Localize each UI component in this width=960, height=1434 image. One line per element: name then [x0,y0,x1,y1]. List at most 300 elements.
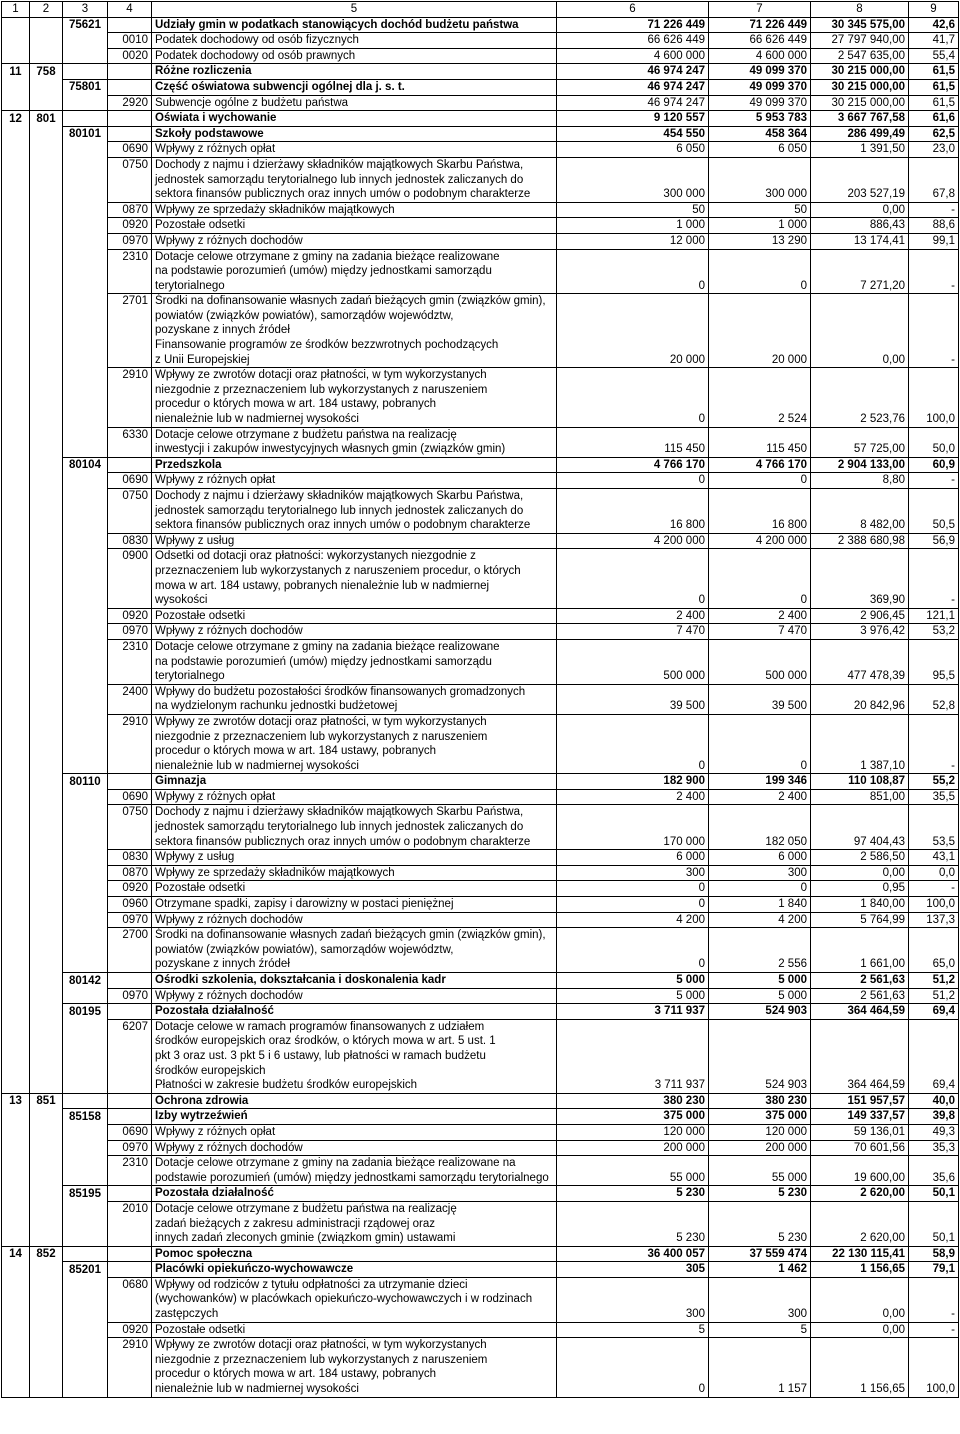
section-code-cell [30,368,63,383]
paragraph-row [2,202,959,218]
plan-after-changes-cell [709,427,811,442]
plan-after-changes-cell: 5 000 [709,988,811,1004]
execution-percent-cell: 35,5 [909,789,959,805]
description-cell: powiatów (związków powiatów), samorządów województw, [152,309,557,324]
plan-amount-cell: 66 626 449 [557,33,709,49]
plan-amount-cell: 0 [557,473,709,489]
paragraph-code-cell: 0010 [108,33,152,49]
chapter-code-cell [63,820,108,835]
chapter-code-cell [63,684,108,699]
chapter-code-cell [63,157,108,172]
item-number-cell [2,1353,30,1368]
section-code-cell [30,126,63,142]
execution-percent-cell: 88,6 [909,218,959,234]
paragraph-code-cell [108,353,152,368]
continuation-row [2,1231,959,1246]
execution-amount-cell [811,564,909,579]
execution-percent-cell [909,1367,959,1382]
plan-after-changes-cell [709,1217,811,1232]
plan-after-changes-cell: 1 840 [709,897,811,913]
execution-amount-cell [811,1367,909,1382]
item-number-cell [2,338,30,353]
item-number-cell [2,835,30,850]
continuation-row [2,518,959,533]
chapter-row [2,126,959,142]
execution-amount-cell [811,1034,909,1049]
section-code-cell [30,988,63,1004]
chapter-code-cell [63,95,108,111]
paragraph-code-cell [108,279,152,294]
plan-after-changes-cell [709,264,811,279]
paragraph-code-cell: 0870 [108,865,152,881]
section-code-cell [30,957,63,972]
column-number: 4 [108,2,152,18]
plan-after-changes-cell [709,1277,811,1292]
plan-amount-cell: 36 400 057 [557,1246,709,1262]
section-code-cell [30,973,63,989]
plan-amount-cell [557,1034,709,1049]
continuation-row [2,353,959,368]
plan-after-changes-cell: 1 000 [709,218,811,234]
plan-amount-cell [557,1367,709,1382]
execution-amount-cell: 364 464,59 [811,1078,909,1093]
item-number-cell [2,412,30,427]
execution-percent-cell [909,1338,959,1353]
chapter-code-cell [63,383,108,398]
paragraph-row [2,1019,959,1034]
plan-amount-cell: 16 800 [557,518,709,533]
column-number: 1 [2,2,30,18]
execution-amount-cell: 151 957,57 [811,1093,909,1109]
execution-amount-cell [811,805,909,820]
chapter-code-cell [63,1140,108,1156]
execution-amount-cell: 30 215 000,00 [811,79,909,95]
continuation-row [2,579,959,594]
item-number-cell [2,264,30,279]
paragraph-code-cell: 2701 [108,294,152,309]
chapter-row [2,774,959,790]
description-cell: Dotacje celowe otrzymane z gminy na zadania bieżące realizowane na [152,1156,557,1171]
plan-amount-cell: 6 050 [557,142,709,158]
execution-percent-cell: 50,1 [909,1231,959,1246]
item-number-cell [2,805,30,820]
item-number-cell [2,744,30,759]
execution-percent-cell: 65,0 [909,957,959,972]
section-code-cell [30,323,63,338]
paragraph-code-cell: 0970 [108,988,152,1004]
continuation-row [2,1064,959,1079]
paragraph-row [2,1140,959,1156]
plan-after-changes-cell [709,1292,811,1307]
execution-amount-cell: 2 547 635,00 [811,48,909,64]
paragraph-code-cell: 2920 [108,95,152,111]
execution-percent-cell [909,579,959,594]
item-number-cell [2,564,30,579]
item-number-cell [2,533,30,549]
plan-amount-cell: 0 [557,279,709,294]
execution-amount-cell: 1 156,65 [811,1382,909,1397]
section-code-cell [30,1049,63,1064]
execution-percent-cell: 55,4 [909,48,959,64]
section-code-cell [30,789,63,805]
description-cell: Wpływy z różnych dochodów [152,624,557,640]
plan-amount-cell: 12 000 [557,233,709,249]
plan-after-changes-cell: 13 290 [709,233,811,249]
chapter-row [2,1262,959,1278]
chapter-row [2,973,959,989]
description-cell: procedur o których mowa w art. 184 ustawy, pobranych [152,744,557,759]
plan-amount-cell: 0 [557,759,709,774]
chapter-code-cell [63,187,108,202]
execution-amount-cell: 8 482,00 [811,518,909,533]
paragraph-row [2,427,959,442]
section-code-cell [30,442,63,457]
description-cell: pozyskane z innych źródeł [152,323,557,338]
plan-after-changes-cell [709,744,811,759]
description-cell: Szkoły podstawowe [152,126,557,142]
plan-amount-cell: 3 711 937 [557,1004,709,1020]
plan-after-changes-cell: 182 050 [709,835,811,850]
execution-amount-cell [811,1217,909,1232]
plan-after-changes-cell: 1 462 [709,1262,811,1278]
execution-percent-cell [909,1353,959,1368]
chapter-code-cell [63,173,108,188]
paragraph-row [2,489,959,504]
paragraph-code-cell [108,655,152,670]
description-cell: Wpływy ze zwrotów dotacji oraz płatności, w tym wykorzystanych [152,1338,557,1353]
paragraph-code-cell [108,111,152,127]
chapter-code-cell [63,655,108,670]
description-cell: inwestycji i zakupów inwestycyjnych własnych gmin (związków gmin) [152,442,557,457]
description-cell: jednostek samorządu terytorialnego lub innych jednostek zaliczanych do [152,173,557,188]
execution-amount-cell [811,338,909,353]
paragraph-row [2,928,959,943]
execution-percent-cell: 42,6 [909,17,959,33]
execution-percent-cell: 50,1 [909,1186,959,1202]
plan-after-changes-cell: 2 400 [709,608,811,624]
description-cell: Wpływy z różnych opłat [152,1124,557,1140]
plan-after-changes-cell [709,564,811,579]
description-cell: Dochody z najmu i dzierżawy składników majątkowych Skarbu Państwa, [152,805,557,820]
paragraph-code-cell [108,1353,152,1368]
description-cell: Dotacje celowe otrzymane z budżetu państwa na realizację [152,1201,557,1216]
execution-amount-cell: 110 108,87 [811,774,909,790]
execution-amount-cell: 2 904 133,00 [811,457,909,473]
plan-amount-cell: 46 974 247 [557,79,709,95]
execution-amount-cell: 7 271,20 [811,279,909,294]
section-code-cell [30,593,63,608]
execution-amount-cell: 286 499,49 [811,126,909,142]
item-number-cell [2,353,30,368]
paragraph-code-cell [108,1292,152,1307]
paragraph-code-cell [108,17,152,33]
paragraph-row [2,95,959,111]
plan-amount-cell [557,1217,709,1232]
item-number-cell [2,988,30,1004]
item-number-cell [2,1124,30,1140]
section-code-cell [30,579,63,594]
paragraph-code-cell [108,383,152,398]
description-cell: środków europejskich [152,1064,557,1079]
item-number-cell [2,1231,30,1246]
continuation-row [2,1367,959,1382]
execution-percent-cell: - [909,279,959,294]
chapter-code-cell: 80104 [63,457,108,473]
execution-percent-cell: 60,9 [909,457,959,473]
execution-amount-cell: 3 667 767,58 [811,111,909,127]
section-code-cell [30,218,63,234]
paragraph-code-cell [108,1382,152,1397]
paragraph-code-cell [108,397,152,412]
execution-amount-cell [811,383,909,398]
item-number-cell [2,142,30,158]
paragraph-code-cell [108,1367,152,1382]
chapter-code-cell [63,489,108,504]
paragraph-code-cell: 0960 [108,897,152,913]
execution-percent-cell [909,714,959,729]
paragraph-code-cell [108,1109,152,1125]
item-number-cell [2,1307,30,1322]
chapter-code-cell [63,928,108,943]
execution-percent-cell [909,1217,959,1232]
continuation-row [2,699,959,714]
continuation-row [2,593,959,608]
plan-after-changes-cell: 524 903 [709,1004,811,1020]
execution-amount-cell [811,489,909,504]
plan-amount-cell: 305 [557,1262,709,1278]
execution-percent-cell: 61,5 [909,64,959,80]
chapter-row [2,1186,959,1202]
section-code-cell [30,294,63,309]
plan-after-changes-cell [709,639,811,654]
item-number-cell: 13 [2,1093,30,1109]
plan-after-changes-cell [709,1049,811,1064]
chapter-code-cell [63,1367,108,1382]
execution-percent-cell: - [909,1307,959,1322]
section-code-cell [30,1064,63,1079]
item-number-cell [2,79,30,95]
section-code-cell [30,1277,63,1292]
plan-after-changes-cell: 524 903 [709,1078,811,1093]
section-code-cell: 758 [30,64,63,80]
description-cell: sektora finansów publicznych oraz innych umów o podobnym charakterze [152,835,557,850]
chapter-code-cell [63,1231,108,1246]
item-number-cell [2,973,30,989]
paragraph-code-cell: 0920 [108,1322,152,1338]
plan-amount-cell [557,820,709,835]
item-number-cell [2,504,30,519]
execution-amount-cell: 369,90 [811,593,909,608]
description-cell: Wpływy ze zwrotów dotacji oraz płatności, w tym wykorzystanych [152,714,557,729]
plan-amount-cell: 0 [557,412,709,427]
description-cell: niezgodnie z przeznaczeniem lub wykorzystanych z naruszeniem [152,730,557,745]
chapter-code-cell [63,1201,108,1216]
execution-amount-cell: 1 387,10 [811,759,909,774]
continuation-row [2,338,959,353]
description-cell: pozyskane z innych źródeł [152,957,557,972]
execution-percent-cell [909,655,959,670]
execution-percent-cell [909,1034,959,1049]
column-number: 2 [30,2,63,18]
execution-percent-cell: 58,9 [909,1246,959,1262]
plan-after-changes-cell [709,684,811,699]
paragraph-code-cell [108,759,152,774]
plan-amount-cell: 7 470 [557,624,709,640]
section-code-cell [30,33,63,49]
chapter-code-cell [63,338,108,353]
section-code-cell [30,457,63,473]
plan-amount-cell [557,1277,709,1292]
chapter-code-cell [63,1019,108,1034]
item-number-cell [2,714,30,729]
paragraph-code-cell: 0690 [108,1124,152,1140]
plan-after-changes-cell [709,489,811,504]
description-cell: Pozostałe odsetki [152,608,557,624]
chapter-code-cell [63,142,108,158]
plan-after-changes-cell: 55 000 [709,1171,811,1186]
plan-after-changes-cell [709,383,811,398]
plan-after-changes-cell [709,579,811,594]
execution-percent-cell [909,684,959,699]
plan-amount-cell: 454 550 [557,126,709,142]
section-code-cell [30,608,63,624]
continuation-row [2,669,959,684]
chapter-code-cell [63,412,108,427]
description-cell: Dochody z najmu i dzierżawy składników majątkowych Skarbu Państwa, [152,157,557,172]
continuation-row [2,943,959,958]
plan-amount-cell: 55 000 [557,1171,709,1186]
item-number-cell [2,1078,30,1093]
execution-percent-cell: 79,1 [909,1262,959,1278]
execution-percent-cell: 61,5 [909,79,959,95]
item-number-cell [2,865,30,881]
execution-percent-cell [909,564,959,579]
execution-amount-cell: 2 620,00 [811,1231,909,1246]
section-code-cell [30,1109,63,1125]
description-cell: Oświata i wychowanie [152,111,557,127]
execution-percent-cell [909,323,959,338]
plan-after-changes-cell: 4 200 [709,912,811,928]
section-code-cell [30,912,63,928]
execution-amount-cell: 149 337,57 [811,1109,909,1125]
plan-amount-cell: 0 [557,897,709,913]
execution-amount-cell: 0,00 [811,202,909,218]
item-number-cell [2,233,30,249]
paragraph-row [2,142,959,158]
plan-after-changes-cell: 20 000 [709,353,811,368]
plan-amount-cell: 20 000 [557,353,709,368]
column-number-header-row [2,2,959,18]
description-cell: sektora finansów publicznych oraz innych umów o podobnym charakterze [152,187,557,202]
item-number-cell [2,699,30,714]
description-cell: Ochrona zdrowia [152,1093,557,1109]
description-cell: Wpływy z różnych opłat [152,789,557,805]
description-cell: Dotacje celowe w ramach programów finansowanych z udziałem [152,1019,557,1034]
description-cell: Wpływy z różnych opłat [152,142,557,158]
item-number-cell [2,850,30,866]
plan-after-changes-cell: 49 099 370 [709,64,811,80]
plan-amount-cell [557,157,709,172]
section-code-cell [30,943,63,958]
description-cell: Podatek dochodowy od osób fizycznych [152,33,557,49]
execution-percent-cell [909,173,959,188]
item-number-cell [2,1201,30,1216]
item-number-cell [2,639,30,654]
execution-percent-cell [909,744,959,759]
plan-after-changes-cell: 6 000 [709,850,811,866]
paragraph-code-cell: 2310 [108,1156,152,1171]
section-code-cell [30,699,63,714]
item-number-cell [2,684,30,699]
paragraph-code-cell: 6330 [108,427,152,442]
description-cell: na podstawie porozumień (umów) między jednostkami samorządu [152,655,557,670]
plan-amount-cell [557,264,709,279]
paragraph-row [2,218,959,234]
paragraph-row [2,881,959,897]
plan-amount-cell: 380 230 [557,1093,709,1109]
section-code-cell [30,1307,63,1322]
item-number-cell [2,1109,30,1125]
plan-after-changes-cell: 300 000 [709,187,811,202]
plan-amount-cell [557,309,709,324]
section-code-cell [30,1217,63,1232]
execution-percent-cell [909,383,959,398]
paragraph-code-cell: 0920 [108,218,152,234]
column-number: 3 [63,2,108,18]
continuation-row [2,412,959,427]
item-number-cell [2,489,30,504]
execution-percent-cell [909,805,959,820]
paragraph-row [2,850,959,866]
paragraph-code-cell [108,309,152,324]
description-cell: Środki na dofinansowanie własnych zadań bieżących gmin (związków gmin), [152,928,557,943]
execution-percent-cell: 137,3 [909,912,959,928]
plan-after-changes-cell: 380 230 [709,1093,811,1109]
paragraph-row [2,549,959,564]
section-code-cell [30,412,63,427]
description-cell: Pomoc społeczna [152,1246,557,1262]
description-cell: Wpływy ze sprzedaży składników majątkowych [152,865,557,881]
chapter-code-cell [63,233,108,249]
plan-after-changes-cell [709,730,811,745]
section-code-cell [30,1078,63,1093]
chapter-code-cell: 85158 [63,1109,108,1125]
paragraph-code-cell [108,1064,152,1079]
plan-amount-cell [557,744,709,759]
plan-amount-cell: 6 000 [557,850,709,866]
item-number-cell [2,730,30,745]
plan-amount-cell [557,427,709,442]
plan-amount-cell [557,684,709,699]
plan-after-changes-cell: 5 000 [709,973,811,989]
chapter-code-cell [63,624,108,640]
description-cell: Pozostałe odsetki [152,1322,557,1338]
execution-percent-cell: 100,0 [909,897,959,913]
plan-after-changes-cell: 49 099 370 [709,79,811,95]
paragraph-code-cell [108,669,152,684]
paragraph-code-cell [108,323,152,338]
execution-amount-cell: 1 840,00 [811,897,909,913]
paragraph-code-cell: 0970 [108,624,152,640]
plan-after-changes-cell [709,714,811,729]
description-cell: Wpływy z różnych dochodów [152,912,557,928]
execution-percent-cell: 121,1 [909,608,959,624]
description-cell: zadań bieżących z zakresu administracji rządowej oraz [152,1217,557,1232]
plan-after-changes-cell: 5 230 [709,1231,811,1246]
execution-amount-cell: 2 586,50 [811,850,909,866]
plan-amount-cell: 200 000 [557,1140,709,1156]
plan-amount-cell: 4 200 [557,912,709,928]
